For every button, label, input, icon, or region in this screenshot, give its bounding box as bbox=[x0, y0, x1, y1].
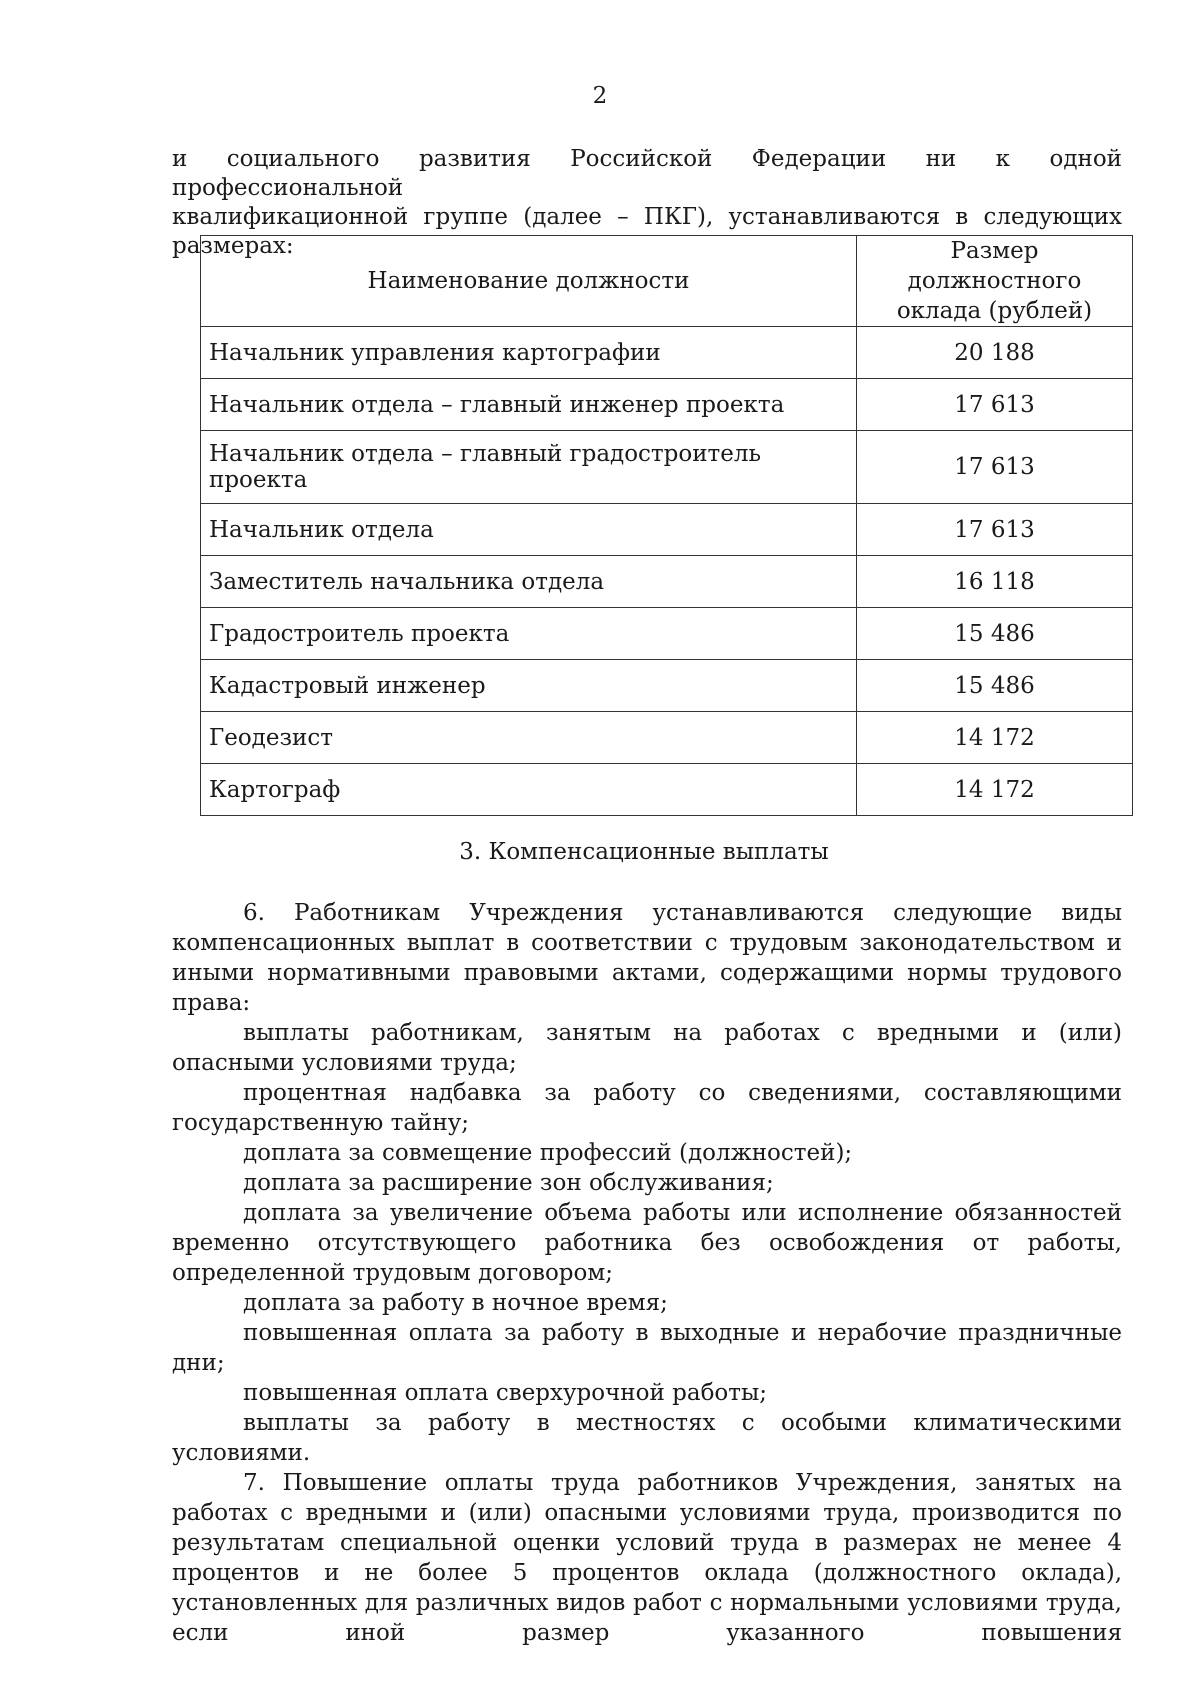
salary-cell: 20 188 bbox=[857, 327, 1133, 379]
salary-cell: 17 613 bbox=[857, 379, 1133, 431]
column-header-salary-line-2: оклада (рублей) bbox=[896, 298, 1093, 324]
list-item: доплата за увеличение объема работы или исполнение обязанностей временно отсутствующего работника без освобождения от работы, определенной трудовым договором; bbox=[172, 1200, 1122, 1286]
section-title: 3. Компенсационные выплаты bbox=[459, 839, 829, 865]
table-row bbox=[201, 660, 1133, 712]
salary-cell: 16 118 bbox=[857, 556, 1133, 608]
paragraph-7: 7. Повышение оплаты труда работников Учреждения, занятых на работах с вредными и (или) опасными условиями труда, производится по результатам специальной оценки условий труда в размерах не менее 4 процентов и не более 5 процентов оклада (должностного оклада), установленных для различных видов работ с нормальными условиями труда, если иной размер указанного повышения bbox=[172, 1470, 1122, 1646]
position-cell: Картограф bbox=[201, 764, 857, 816]
salary-cell: 15 486 bbox=[857, 608, 1133, 660]
position-cell: Градостроитель проекта bbox=[201, 608, 857, 660]
salary-cell: 17 613 bbox=[857, 504, 1133, 556]
column-header-salary-line-1: Размер должностного bbox=[907, 238, 1082, 294]
position-cell: Начальник отдела – главный инженер проекта bbox=[201, 379, 857, 431]
column-header-salary bbox=[857, 236, 1133, 327]
page-number: 2 bbox=[592, 83, 608, 109]
salary-cell: 14 172 bbox=[857, 764, 1133, 816]
list-item: доплата за расширение зон обслуживания; bbox=[243, 1170, 774, 1196]
position-cell: Начальник отдела – главный градостроитель проекта bbox=[201, 431, 857, 504]
salary-cell: 17 613 bbox=[857, 431, 1133, 504]
list-item: доплата за совмещение профессий (должностей); bbox=[243, 1140, 853, 1166]
table-row bbox=[201, 764, 1133, 816]
table-row bbox=[201, 431, 1133, 504]
position-cell: Кадастровый инженер bbox=[201, 660, 857, 712]
section-body bbox=[172, 898, 1122, 1648]
intro-line-2: квалификационной группе (далее – ПКГ), устанавливаются в следующих размерах: bbox=[172, 204, 1122, 259]
position-cell: Начальник отдела bbox=[201, 504, 857, 556]
position-cell: Геодезист bbox=[201, 712, 857, 764]
list-item: повышенная оплата сверхурочной работы; bbox=[243, 1380, 768, 1406]
table-row bbox=[201, 712, 1133, 764]
column-header-position: Наименование должности bbox=[201, 236, 857, 327]
paragraph-6: 6. Работникам Учреждения устанавливаются следующие виды компенсационных выплат в соответствии с трудовым законодательством и иными нормативными правовыми актами, содержащими нормы трудового права: bbox=[172, 900, 1122, 1016]
position-cell: Заместитель начальника отдела bbox=[201, 556, 857, 608]
table-row bbox=[201, 327, 1133, 379]
salary-table bbox=[200, 235, 1133, 816]
table-row bbox=[201, 504, 1133, 556]
list-item: выплаты работникам, занятым на работах с вредными и (или) опасными условиями труда; bbox=[172, 1020, 1122, 1076]
list-item: повышенная оплата за работу в выходные и нерабочие праздничные дни; bbox=[172, 1320, 1122, 1376]
list-item: доплата за работу в ночное время; bbox=[243, 1290, 668, 1316]
list-item: выплаты за работу в местностях с особыми климатическими условиями. bbox=[172, 1410, 1122, 1466]
table-row bbox=[201, 379, 1133, 431]
table-row bbox=[201, 556, 1133, 608]
intro-line-1: и социального развития Российской Федерации ни к одной профессиональной bbox=[172, 146, 1122, 201]
salary-cell: 15 486 bbox=[857, 660, 1133, 712]
table-row bbox=[201, 608, 1133, 660]
list-item: процентная надбавка за работу со сведениями, составляющими государственную тайну; bbox=[172, 1080, 1122, 1136]
table-header-row bbox=[201, 236, 1133, 327]
salary-cell: 14 172 bbox=[857, 712, 1133, 764]
position-cell: Начальник управления картографии bbox=[201, 327, 857, 379]
